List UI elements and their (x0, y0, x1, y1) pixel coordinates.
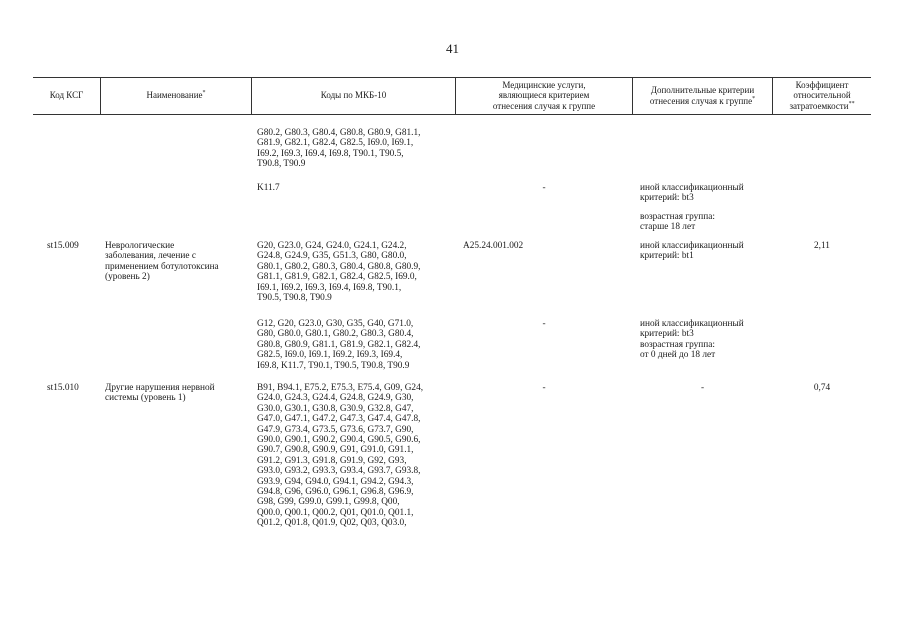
header-services (456, 77, 632, 114)
header-coefficient (773, 77, 871, 114)
table-row-k117-age-group: возрастная группа: старше 18 лет (640, 212, 715, 233)
table-row-st15010-name: Другие нарушения нервной системы (уровень 1) (105, 383, 215, 404)
header-coefficient-label (789, 80, 854, 112)
table-row-st15009-codes: G20, G23.0, G24, G24.0, G24.1, G24.2, G24.8, G24.9, G35, G51.3, G80, G80.0, G80.1, G80.2, G80.3, G80.4, G80.8, G80.9, G81.1, G81.9, G82.1, G82.4, G82.5, I69.0, I69.1, I69.2, I69.3, I69.4, I69.8, T90.1, T90.5, T90.8, T90.9 (257, 241, 421, 304)
header-name-text: Наименование (146, 90, 203, 101)
header-name-label (146, 90, 205, 101)
header-icd-codes (252, 77, 455, 114)
header-coefficient-footnote-mark: ** (848, 100, 855, 107)
table-row-k117-codes: K11.7 (257, 183, 280, 193)
table-row-st15010-service: - (542, 383, 546, 393)
table-row-st15009b-service: - (542, 319, 546, 329)
table-row-st15009-criterion: иной классификационный критерий: bt1 (640, 241, 744, 262)
table-row-st15010-codes: B91, B94.1, E75.2, E75.3, E75.4, G09, G24, G24.0, G24.3, G24.4, G24.8, G24.9, G30, G30.0, G30.1, G30.8, G30.9, G32.8, G47, G47.0, G47.1, G47.2, G47.3, G47.4, G47.8, G47.9, G73.4, G73.5, G73.6, G73.7, G90, G90.0, G90.1, G90.2, G90.4, G90.5, G90.6, G90.7, G90.8, G90.9, G91, G91.0, G91.1, G91.2, G91.3, G91.8, G91.9, G92, G93, G93.0, G93.2, G93.3, G93.4, G93.7, G93.8, G93.9, G94, G94.0, G94.1, G94.2, G94.3, G94.8, G96, G96.0, G96.1, G96.8, G96.9, G98, G99, G99.0, G99.1, G99.8, Q00, Q00.0, Q00.1, Q00.2, Q01, Q01.0, Q01.1, Q01.2, Q01.8, Q01.9, Q02, Q03, Q03.0, (257, 383, 424, 529)
table-row-st15009-coefficient: 2,11 (814, 241, 830, 251)
table-row-st15010-coefficient: 0,74 (813, 383, 831, 393)
table-row-st15010-code: st15.010 (47, 383, 79, 393)
table-header-bottom-rule (33, 114, 871, 115)
table-row-continuation-codes: G80.2, G80.3, G80.4, G80.8, G80.9, G81.1, G81.9, G82.1, G82.4, G82.5, I69.0, I69.1, I69.2, I69.3, I69.4, I69.8, T90.1, T90.5, T90.8, T90.9 (257, 128, 421, 170)
table-row-st15010-criterion: - (700, 383, 705, 393)
table-row-st15009b-codes: G12, G20, G23.0, G30, G35, G40, G71.0, G80, G80.0, G80.1, G80.2, G80.3, G80.4, G80.8, G80.9, G81.1, G81.9, G82.1, G82.4, G82.5, I69.0, I69.1, I69.2, I69.3, I69.4, I69.8, K11.7, T90.1, T90.5, T90.8, T90.9 (257, 319, 421, 371)
header-extra-criteria (633, 77, 772, 114)
header-icd-codes-label: Коды по МКБ-10 (320, 90, 387, 101)
table-row-st15009-name: Неврологические заболевания, лечение с применением ботулотоксина (уровень 2) (105, 241, 219, 283)
table-row-k117-criterion: иной классификационный критерий: bt3 (640, 183, 744, 204)
page-number: 41 (446, 41, 459, 56)
header-name-footnote-mark: * (202, 90, 206, 97)
table-row-st15009-service: A25.24.001.002 (463, 241, 524, 251)
header-coefficient-text: Коэффициент относительной затратоемкости (789, 79, 851, 111)
header-extra-criteria-footnote-mark: * (752, 95, 756, 102)
table-row-st15009-code: st15.009 (47, 241, 79, 251)
header-services-label: Медицинские услуги, являющиеся критерием отнесения случая к группе (492, 79, 596, 111)
header-ksg-code-label: Код КСГ (49, 90, 84, 101)
header-extra-criteria-label (650, 85, 755, 106)
header-ksg-code (33, 77, 100, 114)
table-row-k117-service: - (542, 183, 546, 193)
header-extra-criteria-text: Дополнительные критерии отнесения случая к группе (649, 85, 755, 106)
header-name (101, 77, 251, 114)
table-row-st15009b-criterion: иной классификационный критерий: bt3 возрастная группа: от 0 дней до 18 лет (640, 319, 744, 361)
